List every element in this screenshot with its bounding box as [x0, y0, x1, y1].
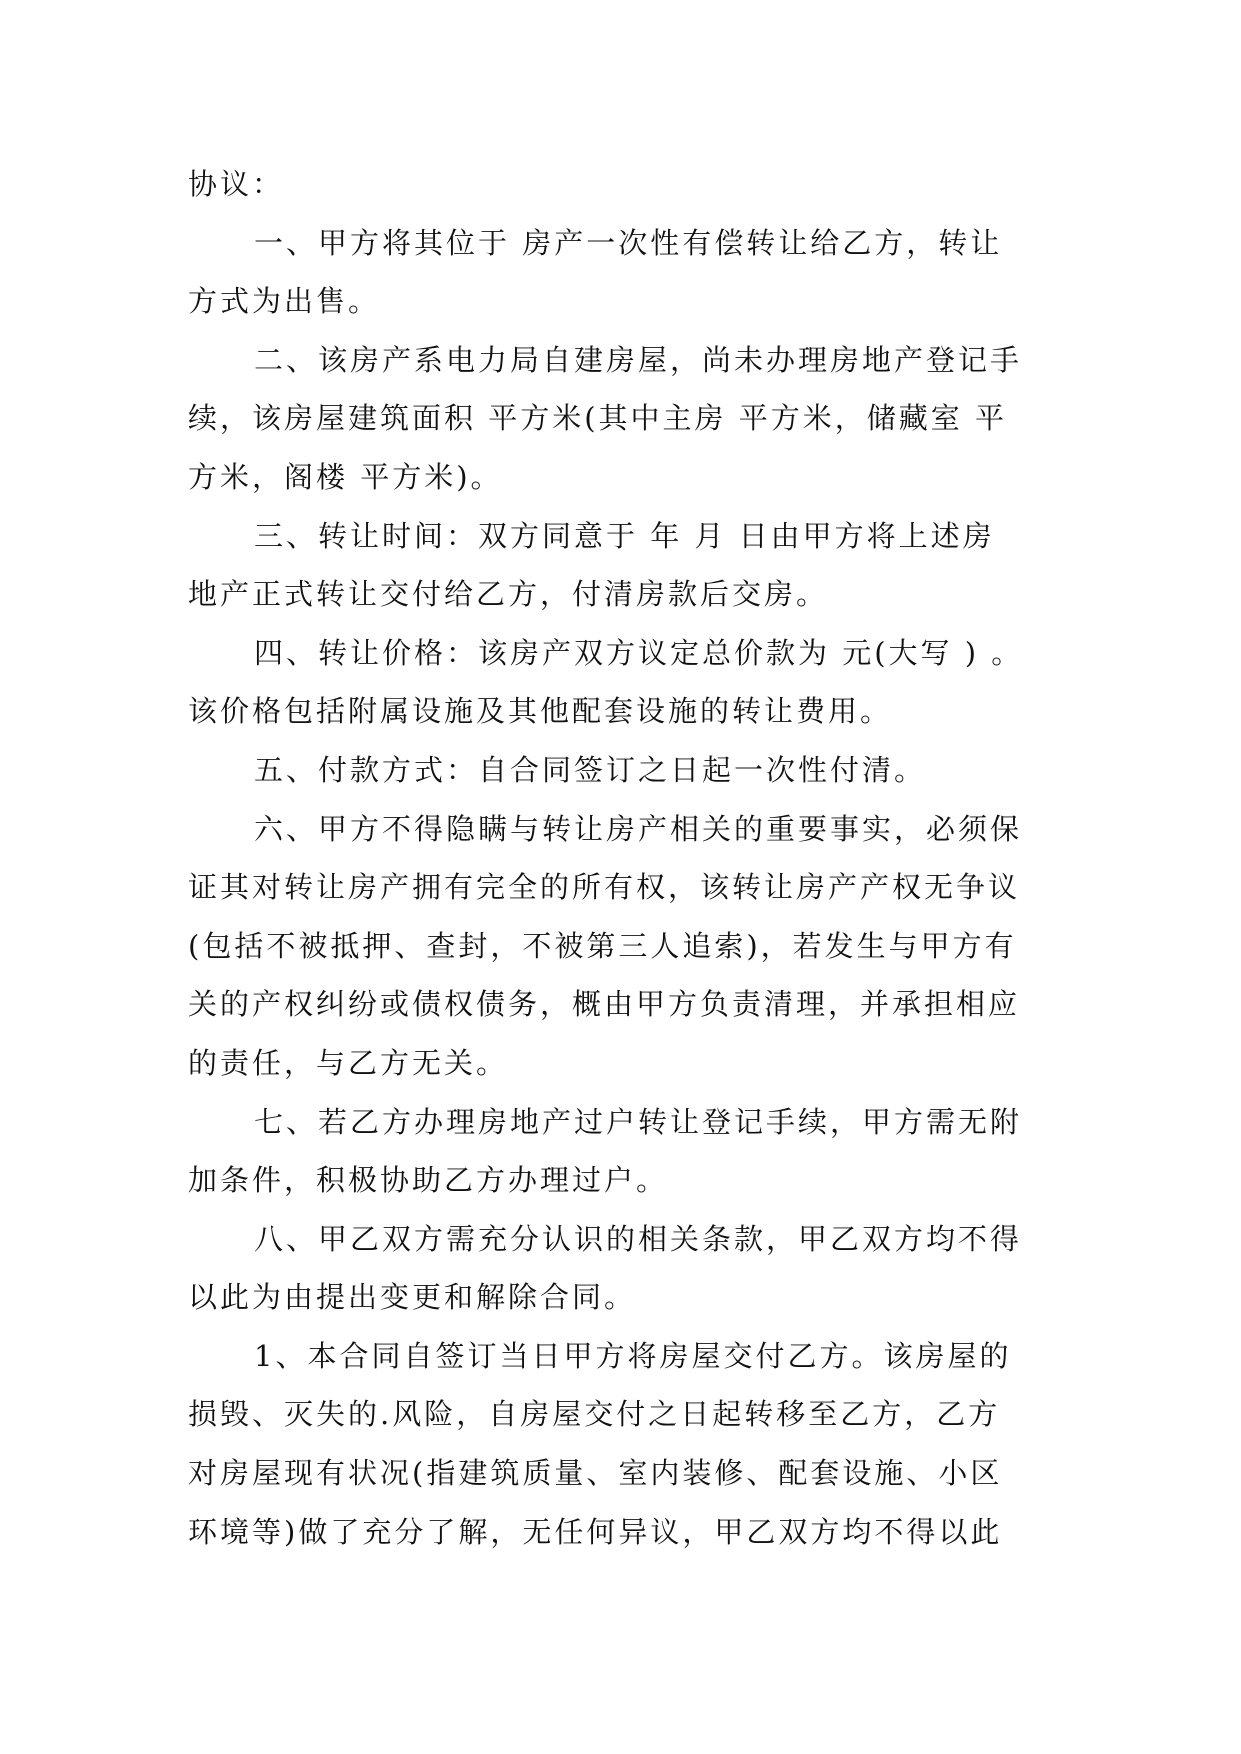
- text-line: 损毁、灭失的.风险，自房屋交付之日起转移至乙方，乙方: [188, 1397, 1001, 1432]
- text-line: 方米，阁楼 平方米)。: [188, 459, 503, 494]
- text-line: 续，该房屋建筑面积 平方米(其中主房 平方米，储藏室 平: [188, 401, 1007, 436]
- text-line: 四、转让价格：该房产双方议定总价款为 元(大写 ) 。: [254, 635, 1024, 670]
- text-line: 八、甲乙双方需充分认识的相关条款，甲乙双方均不得: [254, 1221, 1023, 1256]
- text-line: 三、转让时间：双方同意于 年 月 日由甲方将上述房: [254, 518, 995, 553]
- text-line: 加条件，积极协助乙方办理过户。: [188, 1163, 669, 1198]
- text-line: 证其对转让房产拥有完全的所有权，该转让房产产权无争议: [188, 870, 1021, 905]
- text-line: 对房屋现有状况(指建筑质量、室内装修、配套设施、小区: [188, 1456, 1003, 1491]
- text-line: 六、甲方不得隐瞒与转让房产相关的重要事实，必须保: [254, 811, 1023, 846]
- text-line: 七、若乙方办理房地产过户转让登记手续，甲方需无附: [254, 1104, 1023, 1139]
- text-line: 1、本合同自签订当日甲方将房屋交付乙方。该房屋的: [254, 1338, 1012, 1373]
- text-line: 方式为出售。: [188, 284, 381, 319]
- text-line: 二、该房产系电力局自建房屋，尚未办理房地产登记手: [254, 342, 1023, 377]
- text-line: 的责任，与乙方无关。: [188, 1045, 509, 1080]
- text-line: 以此为由提出变更和解除合同。: [188, 1280, 637, 1315]
- text-line: 关的产权纠纷或债权债务，概由甲方负责清理，并承担相应: [188, 987, 1021, 1022]
- text-line: 该价格包括附属设施及其他配套设施的转让费用。: [188, 694, 893, 729]
- contract-text: [188, 155, 1058, 1561]
- text-line: 协议：: [188, 167, 285, 201]
- text-line: 环境等)做了充分了解，无任何异议，甲乙双方均不得以此: [188, 1514, 1003, 1549]
- text-line: 一、甲方将其位于 房产一次性有偿转让给乙方，转让: [254, 225, 1003, 260]
- text-line: (包括不被抵押、查封，不被第三人追索)，若发生与甲方有: [188, 928, 1017, 963]
- text-line: 五、付款方式：自合同签订之日起一次性付清。: [254, 752, 927, 787]
- text-line: 地产正式转让交付给乙方，付清房款后交房。: [188, 577, 829, 612]
